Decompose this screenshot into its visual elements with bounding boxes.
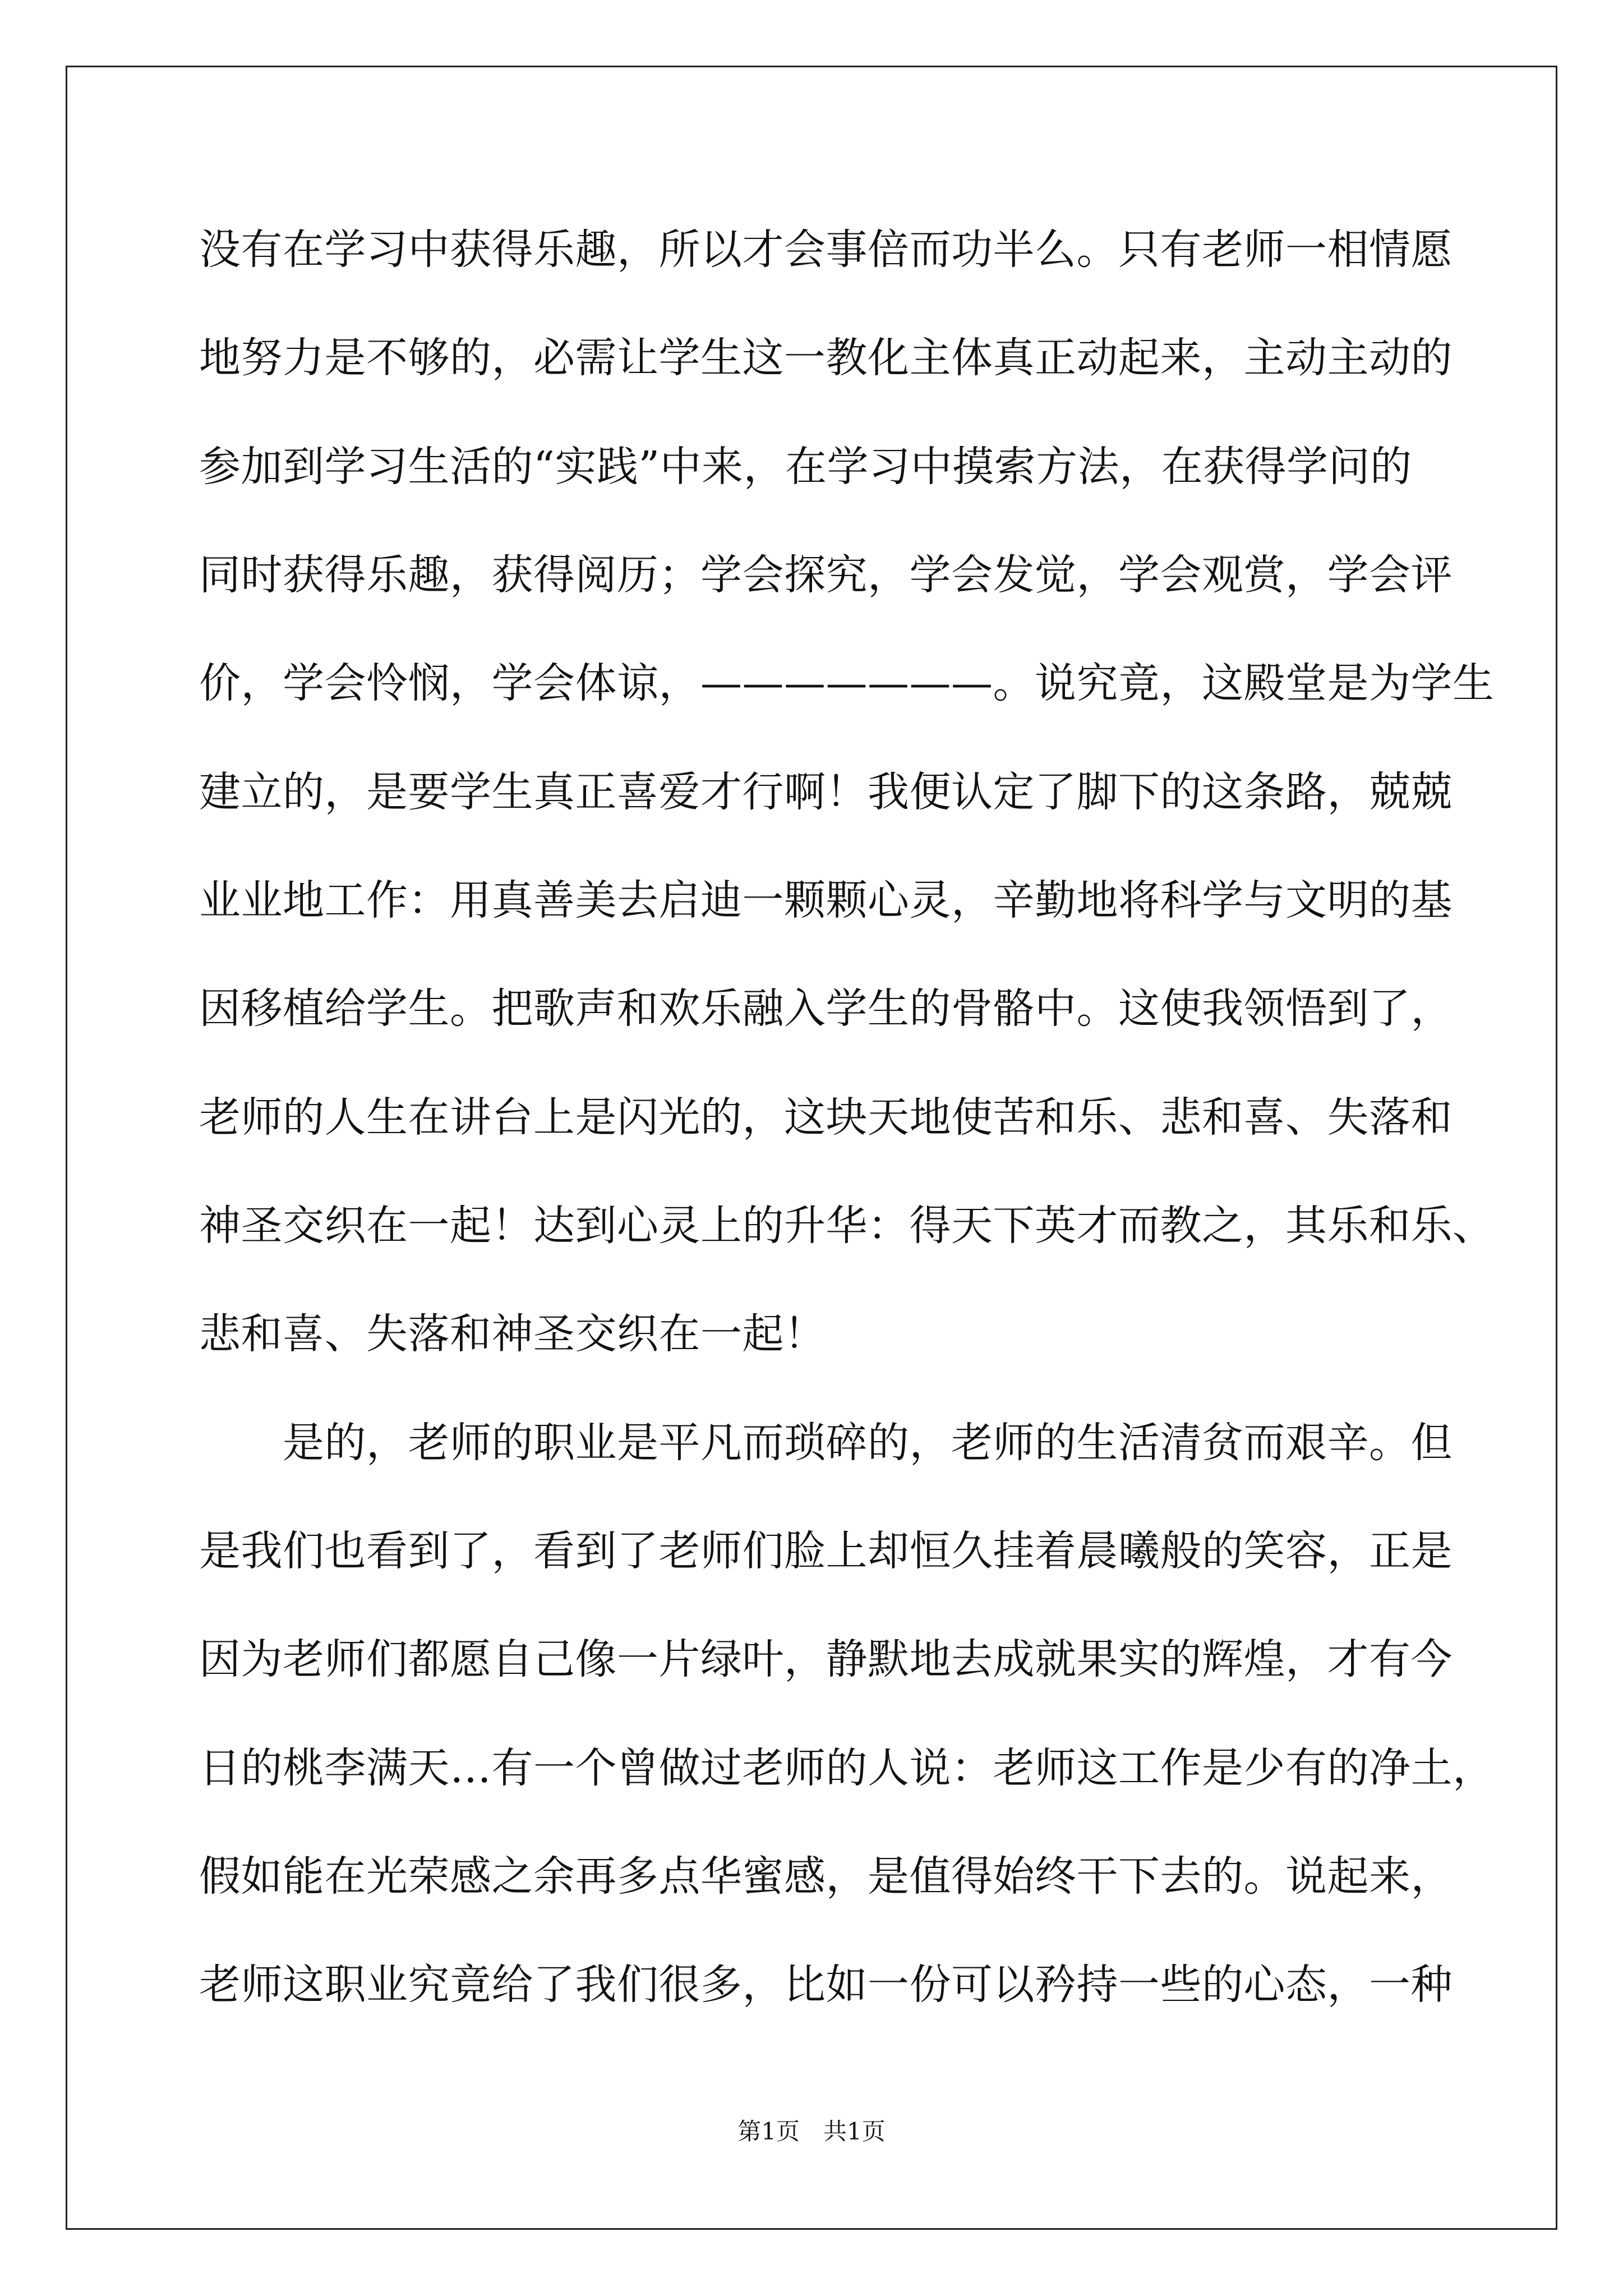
text-line: 老师的人生在讲台上是闪光的，这块天地使苦和乐、悲和喜、失落和 (199, 1093, 1453, 1142)
text-line: 同时获得乐趣，获得阅历；学会探究，学会发觉，学会观赏，学会评 (199, 551, 1453, 599)
page-border (66, 66, 1557, 2230)
text-line: 日的桃李满天…有一个曾做过老师的人说：老师这工作是少有的净土， (199, 1744, 1495, 1792)
text-line: 假如能在光荣感之余再多点华蜜感，是值得始终干下去的。说起来， (199, 1852, 1453, 1901)
text-line: 是我们也看到了，看到了老师们脸上却恒久挂着晨曦般的笑容，正是 (199, 1527, 1453, 1575)
text-line: 地努力是不够的，必需让学生这一教化主体真正动起来，主动主动的 (199, 334, 1453, 382)
text-line: 业业地工作：用真善美去启迪一颗颗心灵，辛勤地将科学与文明的基 (199, 876, 1453, 924)
text-line: 因为老师们都愿自己像一片绿叶，静默地去成就果实的辉煌，才有今 (199, 1635, 1453, 1683)
text-line: 价，学会怜悯，学会体谅，———————。说究竟，这殿堂是为学生 (199, 659, 1495, 707)
text-line: 是的，老师的职业是平凡而琐碎的，老师的生活清贫而艰辛。但 (199, 1419, 1453, 1467)
text-line: 建立的，是要学生真正喜爱才行啊！我便认定了脚下的这条路，兢兢 (199, 768, 1453, 816)
text-line: 悲和喜、失落和神圣交织在一起！ (199, 1310, 826, 1358)
text-line: 老师这职业究竟给了我们很多，比如一份可以矜持一些的心态，一种 (199, 1961, 1453, 2009)
text-line: 没有在学习中获得乐趣，所以才会事倍而功半么。只有老师一相情愿 (199, 226, 1453, 274)
text-line: 神圣交织在一起！达到心灵上的升华：得天下英才而教之，其乐和乐、 (199, 1202, 1495, 1250)
text-line: 因移植给学生。把歌声和欢乐融入学生的骨骼中。这使我领悟到了， (199, 984, 1453, 1033)
page-footer: 第1页 共1页 (737, 2118, 886, 2145)
text-line: 参加到学习生活的“实践”中来，在学习中摸索方法，在获得学问的 (199, 443, 1412, 491)
